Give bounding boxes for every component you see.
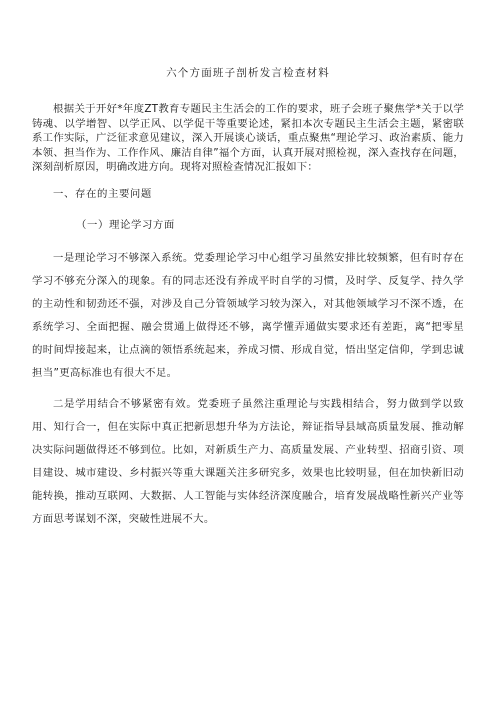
intro-paragraph: 根据关于开好*年度ZT教育专题民主生活会的工作的要求，班子会班子聚焦学*关于以学铸魂、以学增智、以学正风、以学促干等重要论述，紧扣本次专题民主生活会主题，紧密联系工作实际，广泛征求意见建议，深入开展谈心谈话，重点聚焦“理论学习、政治素质、能力本领、担当作为、工作作风、廉洁自律”福个方面，认真开展对照检视，深入查找存在问题，深刻剖析原因，明确改进方向。现将对照检查情况汇报如下： bbox=[32, 103, 464, 173]
subsection-heading: （一）理论学习方面 bbox=[76, 218, 175, 231]
document-title: 六个方面班子剖析发言检查材料 bbox=[166, 67, 330, 79]
body-paragraph-2: 二是学用结合不够紧密有效。党委班子虽然注重理论与实践相结合，努力做到学以致用、知行合一，但在实际中真正把新思想升华为方法论，辩证指导县域高质量发展、推动解决实际问题做得还不够到位。比如，对新质生产力、高质量发展、产业转型、招商引资、项目建设、城市建设、乡村振兴等重大课题关注多研究多，效果也比较明显，但在加快新旧动能转换，推动互联网、大数据、人工智能与实体经济深度融合，培育发展战略性新兴产业等方面思考谋划不深，突破性进展不大。 bbox=[32, 397, 464, 525]
section-heading: 一、存在的主要问题 bbox=[53, 187, 152, 200]
body-paragraph-1: 一是理论学习不够深入系统。党委理论学习中心组学习虽然安排比较频繁，但有时存在学习不够充分深入的现象。有的同志还没有养成平时自学的习惯，及时学、反复学、持久学的主动性和韧劲还不强，对涉及自己分管领域学习较为深入，对其他领域学习不深不透，在系统学习、全面把握、融会贯通上做得还不够，离学懂弄通做实要求还有差距，离“把零星的时间焊接起来，让点滴的领悟系统起来，养成习惯、形成自觉，悟出坚定信仰，学到忠诚担当”更高标准也有很大不足。 bbox=[32, 251, 464, 379]
